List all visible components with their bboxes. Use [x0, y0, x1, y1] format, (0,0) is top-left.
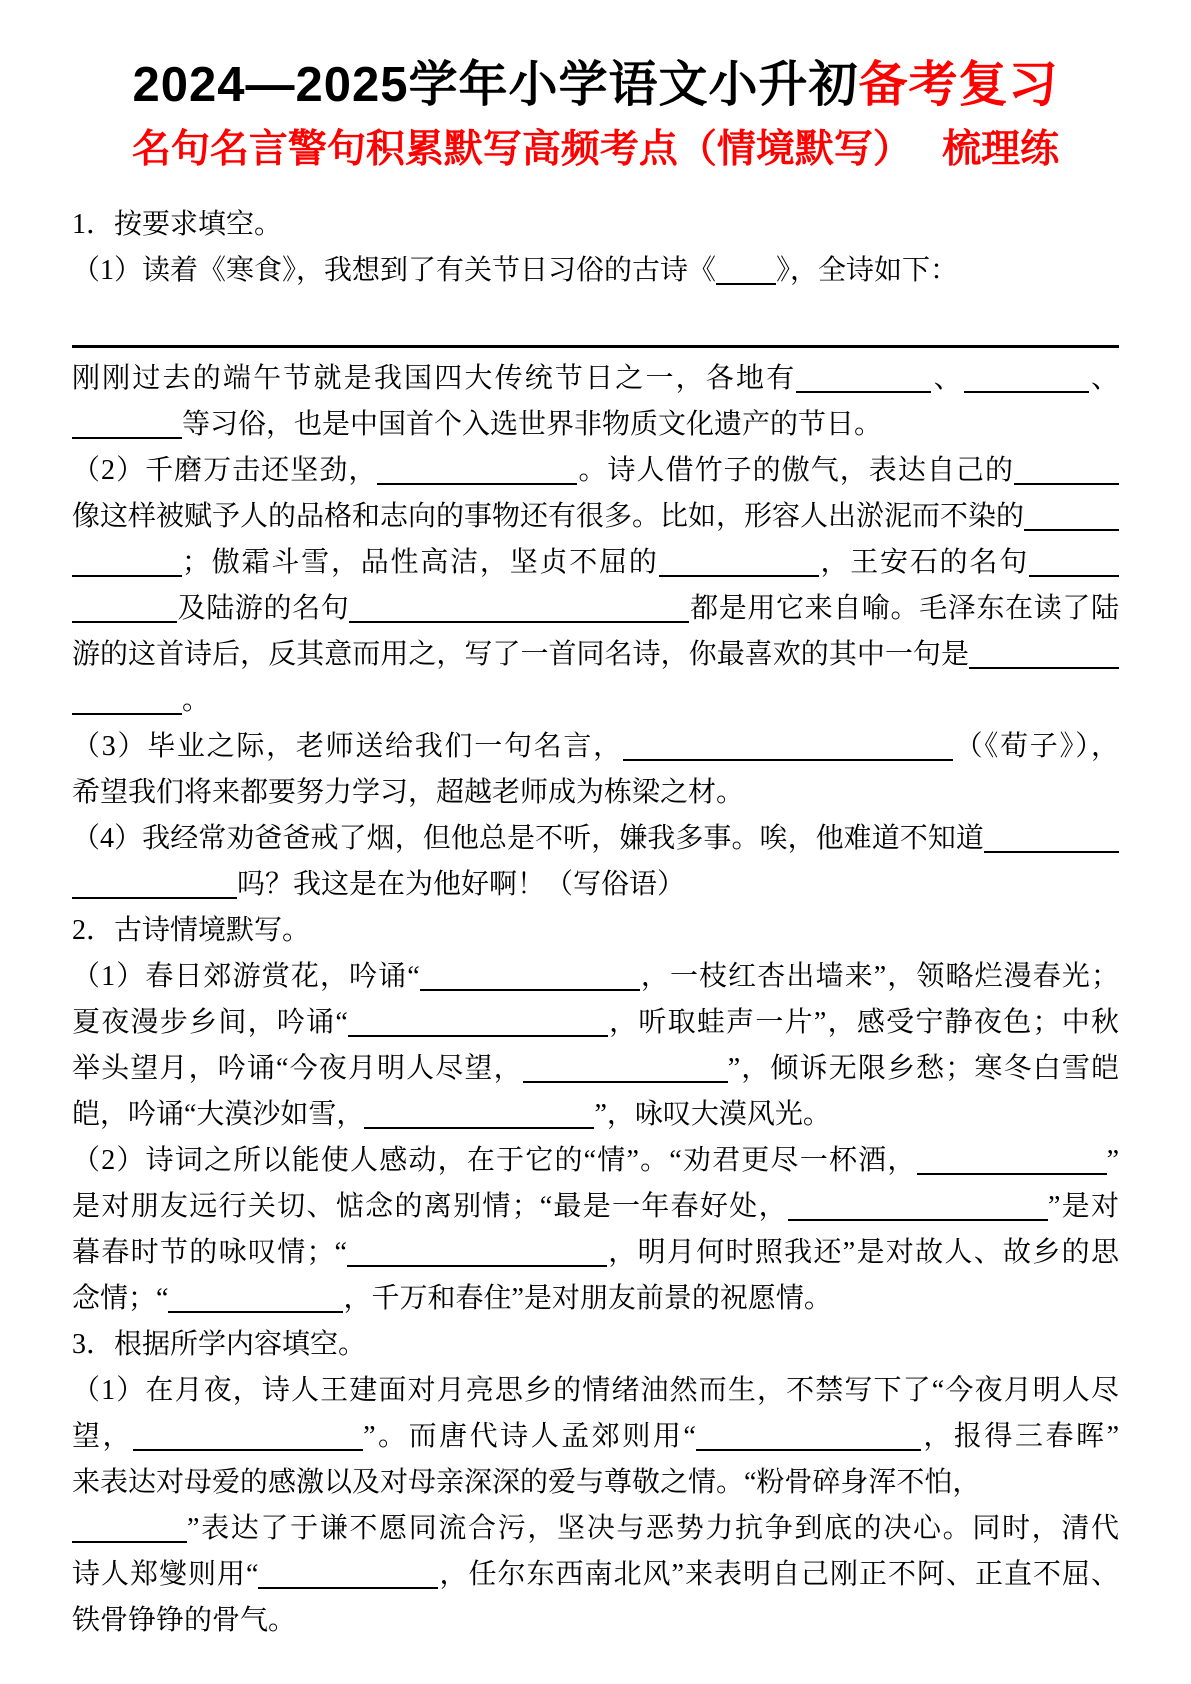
fill-in-blank [696, 1421, 921, 1451]
fill-in-blank [347, 1237, 607, 1267]
text-segment: ，王安石的名句 [818, 546, 1029, 578]
text-segment: 来表达对母爱的感激以及对母亲深深的爱与尊敬之情。“粉骨碎身浑不怕， [72, 1466, 981, 1498]
text-segment: ”，咏叹大漠风光。 [594, 1098, 831, 1130]
fill-in-blank [168, 1283, 343, 1313]
text-line [72, 724, 1119, 770]
text-segment: 暮春时节的咏叹情；“ [72, 1236, 347, 1268]
fill-in-blank [964, 363, 1089, 393]
text-segment: 2．古诗情境默写。 [72, 914, 311, 946]
text-segment: ，报得三春晖” [920, 1420, 1119, 1452]
fill-in-blank [523, 1053, 728, 1083]
text-segment: 刚刚过去的端午节就是我国四大传统节日之一，各地有 [72, 362, 797, 394]
text-line [72, 632, 1119, 678]
fill-in-blank [133, 1421, 363, 1451]
text-line [72, 1000, 1119, 1046]
text-segment: ，一枝红杏出墙来”，领略烂漫春光； [639, 960, 1119, 992]
fill-in-blank [716, 255, 776, 285]
text-line [72, 1552, 1119, 1598]
text-segment: 举头望月，吟诵“今夜月明人尽望， [72, 1052, 523, 1084]
text-segment: ” [1106, 1144, 1119, 1176]
fill-in-blank [364, 1099, 594, 1129]
text-segment: ”。而唐代诗人孟郊则用“ [363, 1420, 696, 1452]
text-line [72, 356, 1119, 402]
text-segment: 、 [1088, 362, 1119, 394]
text-line [72, 1276, 1119, 1322]
text-segment: 等习俗，也是中国首个入选世界非物质文化遗产的节日。 [182, 408, 883, 440]
page-title [72, 56, 1119, 115]
fill-in-blank [917, 1145, 1107, 1175]
fill-in-blank [258, 1559, 438, 1589]
text-line [72, 494, 1119, 540]
text-segment: （《荀子》）， [952, 730, 1119, 762]
title-highlight: 备考复习 [858, 58, 1059, 112]
fill-in-blank [659, 547, 819, 577]
text-segment: 皑，吟诵“大漠沙如雪， [72, 1098, 365, 1130]
text-segment: （1）在月夜，诗人王建面对月亮思乡的情绪油然而生，不禁写下了“今夜月明人尽 [72, 1374, 1119, 1406]
text-segment: （2）千磨万击还坚劲， [72, 454, 378, 486]
fill-in-blank [969, 639, 1119, 669]
fill-in-blank [623, 731, 953, 761]
fill-in-blank [984, 823, 1119, 853]
text-line [72, 1460, 1119, 1506]
fill-in-blank [348, 1007, 608, 1037]
page-subtitle: 名句名言警句积累默写高频考点（情境默写） 梳理练 [131, 127, 1060, 171]
text-line [72, 1138, 1119, 1184]
worksheet-body [72, 202, 1119, 1644]
text-segment: ，任尔东西南北风”来表明自己刚正不阿、正直不屈、 [438, 1558, 1119, 1590]
fill-in-blank [72, 1513, 187, 1543]
text-line [72, 678, 1119, 724]
text-segment: 铁骨铮铮的骨气。 [72, 1604, 297, 1636]
fill-in-blank [377, 455, 577, 485]
text-segment: 诗人郑燮则用“ [72, 1558, 259, 1590]
answer-line-row [72, 294, 1119, 356]
text-segment: ，听取蛙声一片”，感受宁静夜色；中秋 [607, 1006, 1119, 1038]
text-segment: 像这样被赋予人的品格和志向的事物还有很多。比如，形容人出淤泥而不染的 [72, 500, 1025, 532]
text-segment: 。诗人借竹子的傲气，表达自己的 [577, 454, 1014, 486]
text-segment: 、 [931, 362, 964, 394]
text-segment: （1）读着《寒食》，我想到了有关节日习俗的古诗《 [72, 254, 717, 286]
text-line [72, 862, 1119, 908]
text-line [72, 540, 1119, 586]
text-line [72, 202, 1119, 248]
fill-in-blank [72, 547, 182, 577]
text-segment: ，千万和春住”是对朋友前景的祝愿情。 [343, 1282, 832, 1314]
text-segment: 都是用它来自喻。毛泽东在读了陆 [689, 592, 1119, 624]
text-line [72, 1414, 1119, 1460]
text-segment: 吗？我这是在为他好啊！（写俗语） [237, 868, 686, 900]
fill-in-blank [1029, 547, 1119, 577]
text-segment: 游的这首诗后，反其意而用之，写了一首同名诗，你最喜欢的其中一句是 [72, 638, 969, 670]
text-line [72, 448, 1119, 494]
text-segment: 。 [182, 684, 211, 716]
text-segment: （3）毕业之际，老师送给我们一句名言， [72, 730, 623, 762]
fill-in-blank [72, 685, 182, 715]
text-segment: （2）诗词之所以能使人感动，在于它的“情”。“劝君更尽一杯酒， [72, 1144, 917, 1176]
text-line [72, 586, 1119, 632]
fill-in-blank [72, 593, 177, 623]
text-line [72, 1322, 1119, 1368]
text-line [72, 1506, 1119, 1552]
text-segment: ”表达了于谦不愿同流合污，坚决与恶势力抗争到底的决心。同时，清代 [187, 1512, 1119, 1544]
text-line [72, 816, 1119, 862]
text-segment: ；傲霜斗雪，品性高洁，坚贞不屈的 [182, 546, 659, 578]
text-line [72, 402, 1119, 448]
page-header [72, 56, 1119, 174]
text-segment: 》，全诗如下： [776, 254, 959, 286]
text-segment: 及陆游的名句 [177, 592, 350, 624]
text-segment: 3．根据所学内容填空。 [72, 1328, 367, 1360]
fill-in-blank [72, 409, 182, 439]
fill-in-blank [796, 363, 931, 393]
text-segment: 是对朋友远行关切、惦念的离别情；“最是一年春好处， [72, 1190, 788, 1222]
fill-in-blank [349, 593, 689, 623]
text-segment: （4）我经常劝爸爸戒了烟，但他总是不听，嫌我多事。唉，他难道不知道 [72, 822, 984, 854]
text-line [72, 908, 1119, 954]
fill-in-blank [788, 1191, 1048, 1221]
text-line [72, 248, 1119, 294]
text-segment: 念情；“ [72, 1282, 169, 1314]
text-segment: 夏夜漫步乡间，吟诵“ [72, 1006, 348, 1038]
full-width-writing-line [72, 345, 1119, 348]
text-segment: ，明月何时照我还”是对故人、故乡的思 [606, 1236, 1119, 1268]
fill-in-blank [1024, 501, 1119, 531]
text-segment: ”，倾诉无限乡愁；寒冬白雪皑 [727, 1052, 1119, 1084]
text-line [72, 954, 1119, 1000]
text-segment: 1．按要求填空。 [72, 208, 283, 240]
fill-in-blank [72, 869, 237, 899]
text-segment: ”是对 [1047, 1190, 1119, 1222]
text-line [72, 1046, 1119, 1092]
text-line [72, 1184, 1119, 1230]
text-line [72, 1092, 1119, 1138]
fill-in-blank [420, 961, 640, 991]
text-line [72, 1598, 1119, 1644]
text-segment: 希望我们将来都要努力学习，超越老师成为栋梁之材。 [72, 776, 745, 808]
text-segment: （1）春日郊游赏花，吟诵“ [72, 960, 420, 992]
text-line [72, 1368, 1119, 1414]
text-line [72, 770, 1119, 816]
fill-in-blank [1014, 455, 1119, 485]
title-main: 2024—2025学年小学语文小升初 [132, 58, 859, 112]
text-segment: 望， [72, 1420, 134, 1452]
text-line [72, 1230, 1119, 1276]
